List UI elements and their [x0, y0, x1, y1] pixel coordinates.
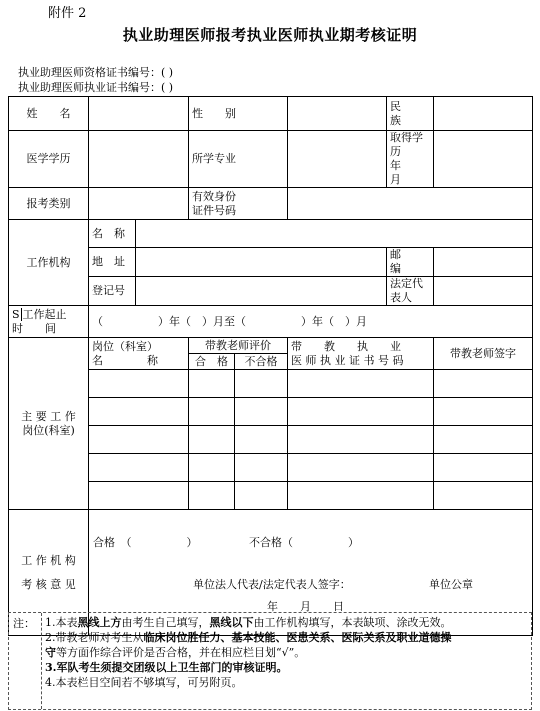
col-teacher-cert: 带 教 执 业 医 师 执 业 证 书 号 码 — [288, 338, 434, 370]
field-work-period[interactable]: （ ）年（ ）月至（ ）年（ ）月 — [89, 306, 533, 338]
practice-cert-number: 执业助理医师执业证书编号：( ) — [18, 81, 174, 94]
label-id-number: 有效身份 证件号码 — [189, 188, 288, 220]
field-major[interactable] — [288, 131, 387, 188]
review-seal: 单位公章 — [429, 578, 473, 591]
post-cell[interactable] — [89, 398, 189, 426]
review-signature: 单位法人代表/法定代表人签字： — [193, 578, 351, 591]
page-title: 执业助理医师报考执业医师执业期考核证明 — [122, 26, 418, 44]
fail-cell[interactable] — [235, 426, 288, 454]
cert-cell[interactable] — [288, 454, 434, 482]
sign-cell[interactable] — [434, 426, 533, 454]
cert-cell[interactable] — [288, 398, 434, 426]
field-inst-address[interactable] — [136, 248, 387, 277]
col-teacher-sign: 带教老师签字 — [434, 338, 533, 370]
sign-cell[interactable] — [434, 454, 533, 482]
note-4: 4.本表栏目空间若不够填写，可另附页。 — [45, 676, 243, 689]
label-gender: 性 别 — [189, 97, 288, 131]
label-category: 报考类别 — [9, 188, 89, 220]
pass-cell[interactable] — [189, 370, 235, 398]
field-edu-date[interactable] — [434, 131, 533, 188]
field-postcode[interactable] — [434, 248, 533, 277]
label-inst-address: 地 址 — [89, 248, 136, 277]
pass-cell[interactable] — [189, 426, 235, 454]
fail-cell[interactable] — [235, 482, 288, 510]
post-cell[interactable] — [89, 482, 189, 510]
field-education[interactable] — [89, 131, 189, 188]
field-name[interactable] — [89, 97, 189, 131]
field-inst-name[interactable] — [136, 220, 533, 248]
sign-cell[interactable] — [434, 370, 533, 398]
notes-head: 注： — [13, 617, 35, 630]
field-category[interactable] — [89, 188, 189, 220]
review-pass: 合格 （ ） — [93, 536, 198, 549]
cert-cell[interactable] — [288, 482, 434, 510]
review-date: 年 月 日 — [267, 600, 344, 613]
field-gender[interactable] — [288, 97, 387, 131]
label-institution: 工作机构 — [9, 220, 89, 306]
note-2: 2.带教老师对考生从临床岗位胜任力、基本技能、医患关系、医际关系及职业道德操 — [45, 631, 452, 644]
label-education: 医学学历 — [9, 131, 89, 188]
post-cell[interactable] — [89, 454, 189, 482]
note-3: 3.军队考生须提交团级以上卫生部门的审核证明。 — [45, 661, 288, 674]
work-period-marker: S — [12, 307, 20, 321]
label-legal-rep: 法定代表人 — [387, 277, 434, 306]
label-registration: 登记号 — [89, 277, 136, 306]
sign-cell[interactable] — [434, 398, 533, 426]
label-postcode: 邮 编 — [387, 248, 434, 277]
attachment-label: 附件 2 — [48, 6, 87, 21]
label-ethnic: 民 族 — [387, 97, 434, 131]
notes-lines — [45, 615, 529, 690]
post-cell[interactable] — [89, 370, 189, 398]
cert-cell[interactable] — [288, 370, 434, 398]
pass-cell[interactable] — [189, 398, 235, 426]
pass-cell[interactable] — [189, 482, 235, 510]
fail-cell[interactable] — [235, 370, 288, 398]
fail-cell[interactable] — [235, 398, 288, 426]
cert-cell[interactable] — [288, 426, 434, 454]
form-table — [8, 96, 533, 636]
col-fail: 不合格 — [235, 354, 288, 370]
label-inst-name: 名 称 — [89, 220, 136, 248]
fail-cell[interactable] — [235, 454, 288, 482]
col-pass: 合 格 — [189, 354, 235, 370]
col-teacher-eval: 带教老师评价 — [189, 338, 288, 354]
col-post-name: 岗位（科室） 名 称 — [89, 338, 189, 370]
notes-box — [8, 612, 532, 710]
label-work-period: S 工作起止 时 间 — [9, 306, 89, 338]
field-legal-rep[interactable] — [434, 277, 533, 306]
post-cell[interactable] — [89, 426, 189, 454]
review-fail: 不合格（ ） — [249, 536, 359, 549]
pass-cell[interactable] — [189, 454, 235, 482]
field-id-number[interactable] — [288, 188, 533, 220]
label-name: 姓 名 — [9, 97, 89, 131]
label-major: 所学专业 — [189, 131, 288, 188]
field-registration[interactable] — [136, 277, 387, 306]
label-main-posts: 主 要 工 作 岗位(科室) — [9, 338, 89, 510]
label-review: 工 作 机 构 考 核 意 见 — [9, 510, 89, 636]
qualification-cert-number: 执业助理医师资格证书编号：( ) — [18, 66, 174, 79]
field-ethnic[interactable] — [434, 97, 533, 131]
note-1: 1.本表黑线上方由考生自己填写，黑线以下由工作机构填写，本表缺项、涂改无效。 — [45, 616, 452, 629]
label-edu-date: 取得学历 年 月 — [387, 131, 434, 188]
note-2-cont: 守等方面作综合评价是否合格，并在相应栏目划“√”。 — [45, 646, 306, 659]
sign-cell[interactable] — [434, 482, 533, 510]
